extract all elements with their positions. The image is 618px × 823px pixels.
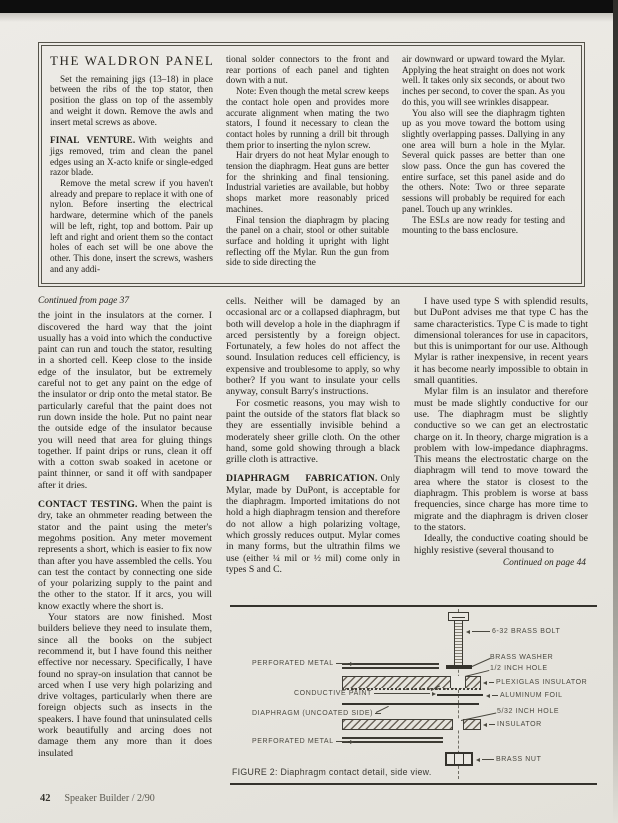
- figure-bottom-rule: [230, 783, 597, 785]
- page-footer: [40, 793, 155, 804]
- aluminum-foil-drawing: [437, 694, 483, 696]
- paragraph: FINAL VENTURE. With weights and jigs removed, trim and clean the panel edges using an X-acto knife or single-edged razor blade.: [50, 135, 213, 178]
- publication-name: Speaker Builder / 2/90: [64, 793, 155, 804]
- paragraph: Note: Even though the metal screw keeps the contact hole open and provides more accurate alignment when mating the two stators, I found it necessary to clean the contact holes by running a drill bit through them prior to inserting the nylon screw.: [226, 86, 389, 150]
- perforated-metal-bottom-drawing: [342, 737, 443, 743]
- bolt-shaft-drawing: [454, 620, 463, 667]
- figure-2-diaphragm-contact-detail: [228, 603, 600, 795]
- page-number: 42: [40, 793, 51, 804]
- perforated-metal-top-drawing: [342, 663, 439, 669]
- paragraph: You also will see the diaphragm tighten up as you move toward the bottom using slightly overlapping passes. Dallying in any one area will burn a hole in the Mylar. Several quick passes are better than one slow pass. Once the gun has covered the entire surface, set this panel aside and do the others. Note: Two or three separate sessions will probably be required for each panel. Touch up any wrinkles.: [402, 107, 565, 214]
- half-inch-hole-drawing: [450, 676, 466, 688]
- paragraph: Set the remaining jigs (13–18) in place between the ribs of the top stator, then position the glass on top of the assembly and weight it down. Remove the awls and insert metal screws as above.: [50, 73, 213, 127]
- washer-drawing: [446, 665, 472, 669]
- paragraph: Remove the metal screw if you haven't already and prepare to replace it with one of nylon. Before inserting the electrical hardware, determine which of the panels will be left, right, top and bottom. Pair up left and right and orient them so the contact holes of each set will be one above the other. This done, insert the screws, washers and any addi-: [50, 178, 213, 274]
- paragraph: Final tension the diaphragm by placing the panel on a chair, stool or other suitable surface and holding it upright with light reflecting off the Mylar. Run the gun from side to side directing the: [226, 214, 389, 268]
- paragraph: Your stators are now finished. Most builders believe they need to insulate them, since all the books on the subject recommend it, but I have found this neither effective nor necessary. Specifically, I have found no spray-on insulation that cannot be arced when I use very high polarizing and drive voltages, particularly when there are foreign objects such as insects in the speakers. I have found that uninsulated cells work beautifully and arcing does not damage them any more than it does insulated: [38, 612, 212, 759]
- nut-drawing: [445, 752, 473, 766]
- figure-top-rule: [230, 605, 597, 607]
- paragraph: Mylar film is an insulator and therefore must be made slightly conductive for our use. The diaphragm must be slightly conductive so we can get an electrostatic charge on it. In theory, charge migration is a problem with low-impedance diaphragms. This means the electrostatic charge on the diaphragm will tend to move toward the area where the stator is closest to the diaphragm. This problem is worse at bass frequencies, since charge has more time to migrate and the diaphragm is driven closer to the stators.: [414, 386, 588, 533]
- figure-label-brass-bolt: 6-32 BRASS BOLT: [466, 628, 560, 635]
- figure-label-half-inch-hole: 1/2 INCH HOLE: [490, 665, 548, 672]
- paragraph: Hair dryers do not heat Mylar enough to tension the diaphragm. Heat guns are better for the shrinking and final tensioning. Industrial varieties are available, but hobby shops market more reasonably priced machines.: [226, 150, 389, 214]
- paragraph: the joint in the insulators at the corner. I discovered the hard way that the joint usually has a void into which the conductive paint can run and touch the stator, resulting in a shorted cell. Keep close to the inside edge of the insulator, but be extremely careful not to get any paint on the edge of the insulator or drip onto the metal stator. Be particularly careful that the paint does not run down inside the hole. Put no paint near the outside edge of the insulator because you will need that area for gluing things together. If paint drips or runs, clean it off with a cotton swab soaked in acetone or paint thinner, or sand it off with sandpaper after it dries.: [38, 310, 212, 491]
- article-title: THE WALDRON PANEL: [50, 53, 215, 68]
- boxed-article-inner-border: [41, 45, 582, 284]
- figure-label-brass-washer: BRASS WASHER: [490, 654, 554, 661]
- paragraph: tional solder connectors to the front and rear portions of each panel and tighten down with a nut.: [226, 54, 389, 86]
- figure-label-insulator: INSULATOR: [483, 721, 542, 728]
- box-column-1: [50, 54, 213, 277]
- paragraph: CONTACT TESTING. When the paint is dry, take an ohmmeter reading between the stator and the paint using the meter's megohms position. Any meter movement represents a short, which is easier to fix now than after you have assembled the cells. You can test the contact by connecting one side of your polarizing supply to the paint and the other to the stator. If it arcs, you will know exactly where the short is.: [38, 499, 212, 612]
- figure-label-five-32-hole: 5/32 INCH HOLE: [497, 708, 560, 715]
- boxed-article: [38, 42, 585, 287]
- diaphragm-drawing: [342, 703, 479, 705]
- figure-label-perforated-metal-top: PERFORATED METAL: [252, 660, 354, 667]
- paragraph: DIAPHRAGM FABRICATION. Only Mylar, made by DuPont, is acceptable for the diaphragm. Imported imitations do not hold a high diaphragm tension and therefore do not allow a high polarizing voltage, which grossly reduces output. Mylar comes in many forms, but the ultrathin films we use (either ¼ mil or ½ mil) come only in types S and C.: [226, 473, 400, 575]
- paragraph: cells. Neither will be damaged by an occasional arc or a collapsed diaphragm, but both will develop a hole in the diaphragm if arced persistently by a foreign object. Fortunately, a few holes do not affect the sound. Insulation reduces cell efficiency, is expensive and troublesome to apply, so why bother? If you want to insulate your cells anyway, consult Barry's instructions.: [226, 296, 400, 398]
- figure-label-aluminum-foil: ALUMINUM FOIL: [486, 692, 563, 699]
- figure-caption: FIGURE 2: Diaphragm contact detail, side view.: [232, 767, 432, 777]
- main-column-1: [38, 296, 212, 759]
- figure-label-perforated-metal-bottom: PERFORATED METAL: [252, 738, 354, 745]
- continued-from-note: Continued from page 37: [38, 296, 130, 306]
- figure-label-plexiglas-insulator: PLEXIGLAS INSULATOR: [483, 679, 587, 686]
- figure-label-conductive-paint: CONDUCTIVE PAINT: [294, 690, 436, 697]
- scan-edge-right: [613, 0, 618, 823]
- paragraph: I have used type S with splendid results, but DuPont advises me that type C has the same characteristics. Type C is made to tight dimensional tolerances for use in capacitors, but this is unimportant for our use. Although Mylar is rather inexpensive, in recent years it has become nearly impossible to obtain in small quantities.: [414, 296, 588, 387]
- figure-label-brass-nut: BRASS NUT: [476, 756, 541, 763]
- paragraph: The ESLs are now ready for testing and mounting to the bass enclosure.: [402, 214, 565, 236]
- box-column-3: [402, 54, 565, 277]
- continued-on-note: Continued on page 44: [502, 557, 586, 568]
- paragraph: For cosmetic reasons, you may wish to paint the outside of the stators flat black so they are essentially invisible behind a moderately sheer grille cloth. On the other hand, some gold showing through a black grille cloth is attractive.: [226, 397, 400, 466]
- brass-washer-leader: [472, 658, 491, 667]
- figure-label-diaphragm: DIAPHRAGM (UNCOATED SIDE): [252, 710, 383, 717]
- paragraph: Ideally, the conductive coating should be highly resistive (several thousand to: [414, 533, 588, 556]
- scan-edge-top: [0, 0, 618, 13]
- paragraph: air downward or upward toward the Mylar. Applying the heat straight on does not work well. It takes only six seconds, or about two inches per second, to cover the span. As you do this, you will see wrinkles disappear.: [402, 54, 565, 107]
- scan-edge-top-shadow: [0, 13, 618, 22]
- box-column-2: [226, 54, 389, 277]
